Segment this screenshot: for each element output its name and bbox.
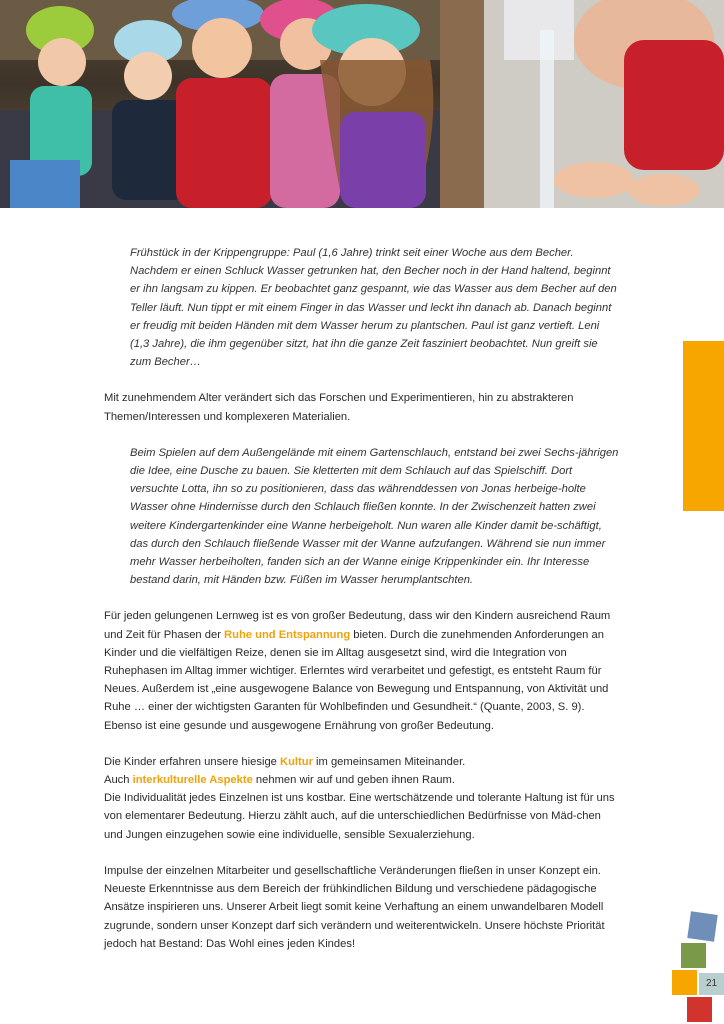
kultur-text-a: Die Kinder erfahren unsere hiesige [104, 755, 280, 768]
decor-block-orange [672, 970, 697, 995]
side-tab-accent [683, 341, 724, 511]
interkulturell-text-b: nehmen wir auf und geben ihnen Raum. [252, 774, 455, 787]
children-illustration [0, 0, 484, 208]
paragraph-ruhe-text-a: Für jeden gelungenen Lernweg ist es von großer Bedeutung, dass wir den Kindern ausreichend Raum und Zeit für Phasen der [104, 610, 611, 641]
highlight-kultur: Kultur [280, 755, 313, 768]
interkulturell-text-a: Auch [104, 774, 133, 787]
decor-block-red [687, 997, 712, 1022]
page-number: 21 [699, 973, 724, 995]
highlight-interkulturelle-aspekte: interkulturelle Aspekte [132, 774, 253, 787]
quote-gartenschlauch: Beim Spielen auf dem Außengelände mit einem Gartenschlauch, entstand bei zwei Sechs-jährigen die Idee, eine Dusche zu bauen. Sie kletterten mit dem Schlauch auf das Spielschiff. Dort versuchte Lotta, ihn so zu positionieren, dass das währenddessen von Jonas herbeige-holte Wasser ohne Hindernisse durch den Schlauch fließen konnte. In der Zwischenzeit hatten zwei weitere Kindergartenkinder eine Wanne herbeigeholt. Nun waren alle Kinder damit be-schäftigt, das durch den Schlauch fließende Wasser mit der Wanne aufzufangen. Während sie nun immer mehr Wasser herbeiholten, fanden sich an der Wanne einige Krippenkinder ein. Ihr Interesse bestand darin, mit Händen bzw. Füßen im Wasser herumplantschten. [130, 446, 619, 587]
children-eating-photo [0, 0, 484, 208]
page-content [104, 244, 620, 953]
kultur-text-b: im gemeinsamen Miteinander. [312, 755, 466, 768]
decor-block-green [681, 943, 706, 968]
water-tap-illustration [484, 0, 724, 208]
child-water-tap-photo [484, 0, 724, 208]
highlight-ruhe-entspannung: Ruhe und Entspannung [224, 628, 351, 641]
paragraph-forschen: Mit zunehmendem Alter verändert sich das Forschen und Experimentieren, hin zu abstrakteren Themen/Interessen und komplexeren Materialien. [104, 392, 574, 423]
individualitaet-text: Die Individualität jedes Einzelnen ist uns kostbar. Eine wertschätzende und tolerante Haltung ist für uns von elementarer Bedeutung. Hierzu zählt auch, auf die unterschiedlichen Bedürfnisse von Mäd-chen und Jungen einzugehen sowie eine individuelle, sensible Sexualerziehung. [104, 792, 615, 841]
quote-krippe: Frühstück in der Krippengruppe: Paul (1,6 Jahre) trinkt seit einer Woche aus dem Becher. Nachdem er einen Schluck Wasser getrunken hat, den Becher noch in der Hand haltend, beginnt er ihn langsam zu kippen. Er beobachtet ganz gespannt, wie das Wasser aus dem Becher auf den Teller läuft. Nun tippt er mit einem Finger in das Wasser und leckt ihn danach ab. Danach beginnt er freudig mit beiden Händen mit dem Wasser herum zu plantschen. Paul ist ganz vertieft. Leni (1,3 Jahre), die ihm gegenüber sitzt, hat ihn die ganze Zeit fasziniert beobachtet. Nun greift sie zum Becher… [130, 247, 617, 369]
header-photo-strip [0, 0, 724, 208]
paragraph-ruhe [104, 607, 620, 734]
decor-block-blue [687, 911, 717, 941]
paragraph-ruhe-text-b: bieten. Durch die zunehmenden Anforderungen an Kinder und die vielfältigen Reize, denen sie im Alltag ausgesetzt sind, wird die Integration von Ruhephasen im Alltag immer wichtiger. Erlerntes wird verarbeitet und gefestigt, es entsteht Raum für Neues. Außerdem ist „eine ausgewogene Balance von Bewegung und Entspannung, von Aktivität und Ruhe … einer der wichtigsten Garanten für Wohlbefinden und Gesundheit.“ (Quante, 2003, S. 9). Ebenso ist eine gesunde und ausgewogene Ernährung von großer Bedeutung. [104, 628, 609, 732]
paragraph-kultur [104, 753, 620, 844]
paragraph-impulse: Impulse der einzelnen Mitarbeiter und gesellschaftliche Veränderungen fließen in unser Konzept ein. Neueste Erkenntnisse aus dem Bereich der frühkindlichen Bildung und verschiedene pädagogische Ansätze inspirieren uns. Unserer Arbeit liegt somit keine Verhaftung an einem unwandelbaren Modell zugrunde, sondern unser Konzept darf sich verändern und weiterentwickeln. Unsere höchste Priorität jedoch hat Bestand: Das Wohl eines jeden Kindes! [104, 864, 605, 950]
